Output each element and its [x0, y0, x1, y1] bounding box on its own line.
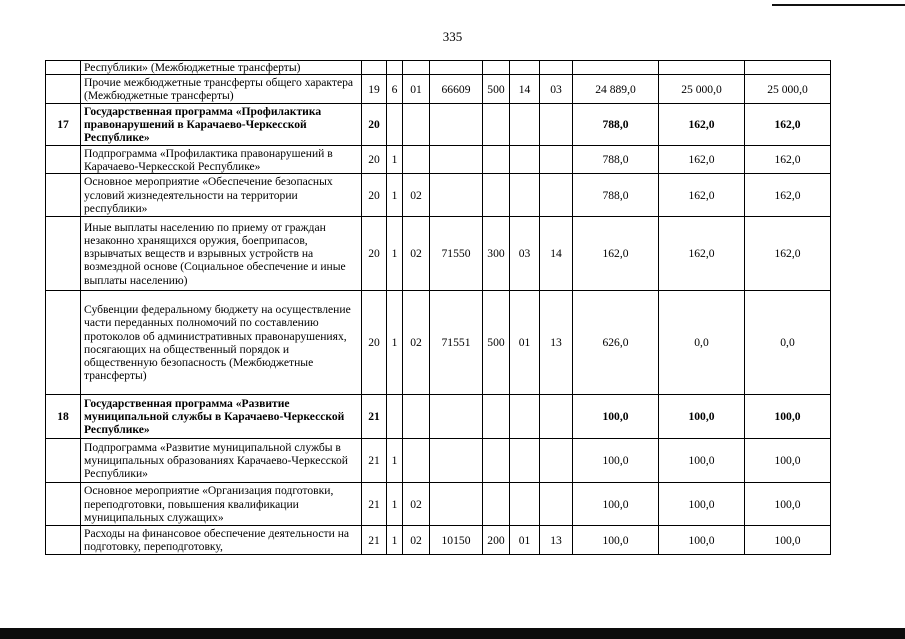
code-om: 02: [403, 174, 430, 217]
code-gp: 21: [362, 439, 387, 483]
row-name: Иные выплаты населению по приему от граждан незаконно хранящихся оружия, боеприпасов, взрывчатых веществ и взрывных устройств на возмездной основе (Социальное обеспечение и иные выплаты населению): [81, 217, 362, 291]
code-subsection: 13: [540, 291, 573, 395]
row-name: Государственная программа «Профилактика правонарушений в Карачаево-Черкесской Республике»: [81, 104, 362, 146]
code-gp: [362, 61, 387, 75]
amount-year-2: 162,0: [659, 174, 745, 217]
amount-year-2: 100,0: [659, 439, 745, 483]
table-row: [46, 526, 831, 555]
code-om: 02: [403, 217, 430, 291]
amount-year-3: 100,0: [745, 439, 831, 483]
code-pp: 1: [387, 174, 403, 217]
code-pp: 1: [387, 526, 403, 555]
amount-year-2: [659, 61, 745, 75]
amount-year-1: 100,0: [573, 395, 659, 439]
code-subsection: [540, 174, 573, 217]
code-section: [510, 483, 540, 526]
code-om: 02: [403, 291, 430, 395]
row-name: Подпрограмма «Развитие муниципальной службы в муниципальных образованиях Карачаево-Черкесской Республики»: [81, 439, 362, 483]
code-gp: 21: [362, 483, 387, 526]
code-section: [510, 104, 540, 146]
code-pp: 1: [387, 291, 403, 395]
code-om: 02: [403, 526, 430, 555]
row-name: Основное мероприятие «Организация подготовки, переподготовки, повышения квалификации муниципальных служащих»: [81, 483, 362, 526]
amount-year-3: 162,0: [745, 104, 831, 146]
code-subsection: 03: [540, 75, 573, 104]
code-expense-type: [483, 104, 510, 146]
code-expense-type: 500: [483, 75, 510, 104]
code-direction: 71550: [430, 217, 483, 291]
code-om: [403, 61, 430, 75]
code-subsection: 14: [540, 217, 573, 291]
code-subsection: [540, 395, 573, 439]
amount-year-3: 0,0: [745, 291, 831, 395]
amount-year-3: 162,0: [745, 174, 831, 217]
amount-year-2: 162,0: [659, 104, 745, 146]
table-row: [46, 146, 831, 174]
row-number: [46, 483, 81, 526]
code-section: 01: [510, 526, 540, 555]
code-subsection: [540, 61, 573, 75]
amount-year-3: [745, 61, 831, 75]
amount-year-3: 100,0: [745, 395, 831, 439]
row-name: Субвенции федеральному бюджету на осуществление части переданных полномочий по составлению протоколов об административных правонарушениях, посягающих на общественный порядок и общественную безопасность (Межбюджетные трансферты): [81, 291, 362, 395]
code-direction: 71551: [430, 291, 483, 395]
table-row: [46, 291, 831, 395]
row-number: [46, 75, 81, 104]
amount-year-3: 162,0: [745, 146, 831, 174]
code-direction: [430, 174, 483, 217]
amount-year-3: 100,0: [745, 483, 831, 526]
code-om: [403, 146, 430, 174]
amount-year-1: 162,0: [573, 217, 659, 291]
amount-year-2: 100,0: [659, 395, 745, 439]
table-row: [46, 61, 831, 75]
row-name: Основное мероприятие «Обеспечение безопасных условий жизнедеятельности на территории республики»: [81, 174, 362, 217]
row-number: [46, 217, 81, 291]
code-gp: 20: [362, 104, 387, 146]
row-name: Государственная программа «Развитие муниципальной службы в Карачаево-Черкесской Республике»: [81, 395, 362, 439]
row-name: Подпрограмма «Профилактика правонарушений в Карачаево-Черкесской Республике»: [81, 146, 362, 174]
code-gp: 21: [362, 395, 387, 439]
row-name: Прочие межбюджетные трансферты общего характера (Межбюджетные трансферты): [81, 75, 362, 104]
row-number: [46, 291, 81, 395]
code-om: [403, 439, 430, 483]
amount-year-2: 162,0: [659, 146, 745, 174]
code-subsection: [540, 439, 573, 483]
row-number: [46, 146, 81, 174]
amount-year-1: 788,0: [573, 104, 659, 146]
table-row: [46, 174, 831, 217]
code-expense-type: [483, 174, 510, 217]
amount-year-1: 788,0: [573, 174, 659, 217]
table-row: [46, 395, 831, 439]
code-direction: 10150: [430, 526, 483, 555]
table-row: [46, 439, 831, 483]
code-direction: [430, 104, 483, 146]
table-body: [46, 61, 831, 555]
table-row: [46, 75, 831, 104]
code-subsection: [540, 146, 573, 174]
row-number: 18: [46, 395, 81, 439]
code-pp: 6: [387, 75, 403, 104]
code-om: 01: [403, 75, 430, 104]
code-expense-type: 200: [483, 526, 510, 555]
amount-year-1: [573, 61, 659, 75]
amount-year-2: 0,0: [659, 291, 745, 395]
code-pp: [387, 104, 403, 146]
code-om: [403, 104, 430, 146]
code-section: 03: [510, 217, 540, 291]
code-section: [510, 395, 540, 439]
code-direction: [430, 61, 483, 75]
code-gp: 20: [362, 291, 387, 395]
code-direction: [430, 146, 483, 174]
amount-year-3: 162,0: [745, 217, 831, 291]
amount-year-1: 626,0: [573, 291, 659, 395]
row-number: [46, 174, 81, 217]
code-gp: 20: [362, 217, 387, 291]
code-pp: [387, 395, 403, 439]
amount-year-1: 788,0: [573, 146, 659, 174]
amount-year-1: 100,0: [573, 483, 659, 526]
code-pp: 1: [387, 439, 403, 483]
code-section: [510, 146, 540, 174]
code-section: [510, 439, 540, 483]
code-section: [510, 174, 540, 217]
row-number: [46, 61, 81, 75]
top-border-line: [772, 4, 905, 6]
code-expense-type: [483, 483, 510, 526]
code-expense-type: 300: [483, 217, 510, 291]
code-subsection: [540, 483, 573, 526]
amount-year-1: 100,0: [573, 526, 659, 555]
amount-year-2: 100,0: [659, 483, 745, 526]
code-gp: 21: [362, 526, 387, 555]
row-name: Республики» (Межбюджетные трансферты): [81, 61, 362, 75]
code-expense-type: 500: [483, 291, 510, 395]
code-direction: [430, 439, 483, 483]
code-expense-type: [483, 439, 510, 483]
row-number: [46, 526, 81, 555]
code-section: [510, 61, 540, 75]
code-gp: 20: [362, 174, 387, 217]
bottom-scan-border: [0, 628, 905, 639]
row-number: [46, 439, 81, 483]
table-row: [46, 483, 831, 526]
code-direction: [430, 395, 483, 439]
page-number: 335: [442, 29, 463, 44]
code-om: 02: [403, 483, 430, 526]
code-subsection: 13: [540, 526, 573, 555]
amount-year-3: 25 000,0: [745, 75, 831, 104]
code-subsection: [540, 104, 573, 146]
amount-year-2: 100,0: [659, 526, 745, 555]
code-expense-type: [483, 146, 510, 174]
amount-year-1: 100,0: [573, 439, 659, 483]
row-name: Расходы на финансовое обеспечение деятельности на подготовку, переподготовку,: [81, 526, 362, 555]
code-om: [403, 395, 430, 439]
code-direction: [430, 483, 483, 526]
table-row: [46, 217, 831, 291]
code-pp: 1: [387, 217, 403, 291]
code-gp: 20: [362, 146, 387, 174]
table-row: [46, 104, 831, 146]
amount-year-2: 162,0: [659, 217, 745, 291]
row-number: 17: [46, 104, 81, 146]
code-section: 14: [510, 75, 540, 104]
code-section: 01: [510, 291, 540, 395]
code-expense-type: [483, 61, 510, 75]
amount-year-3: 100,0: [745, 526, 831, 555]
code-pp: 1: [387, 483, 403, 526]
code-gp: 19: [362, 75, 387, 104]
amount-year-2: 25 000,0: [659, 75, 745, 104]
code-expense-type: [483, 395, 510, 439]
code-direction: 66609: [430, 75, 483, 104]
budget-table: [45, 60, 831, 555]
code-pp: [387, 61, 403, 75]
amount-year-1: 24 889,0: [573, 75, 659, 104]
code-pp: 1: [387, 146, 403, 174]
